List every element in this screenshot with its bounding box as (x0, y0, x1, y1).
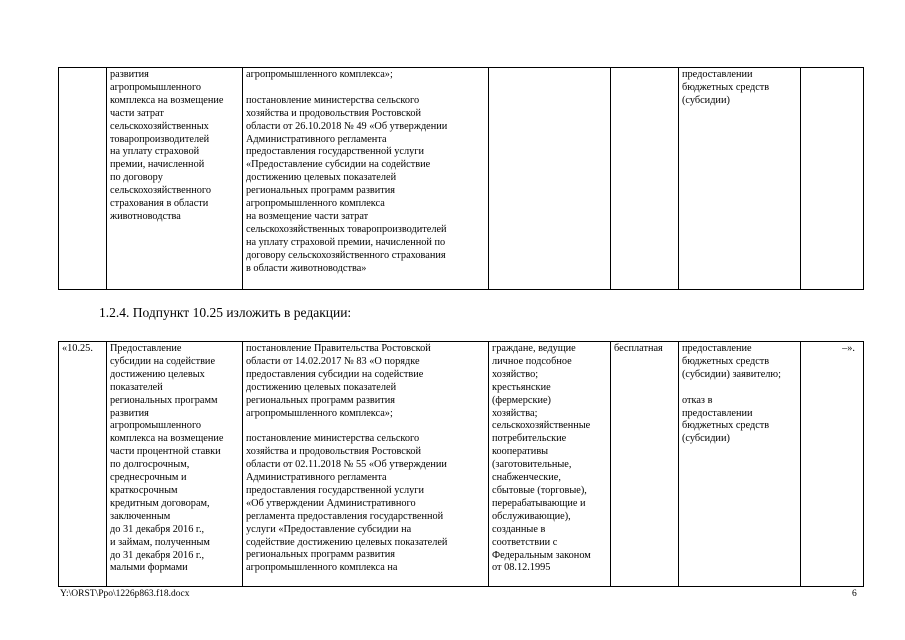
text-line: кооперативы (492, 446, 549, 458)
text-line: (субсидии) (682, 94, 730, 106)
text-line: краткосрочным (110, 484, 178, 496)
text-line: малыми формами (110, 562, 188, 574)
text-line: агропромышленного (110, 420, 202, 432)
text-line: (субсидии) (682, 433, 730, 445)
text-line: региональных программ (110, 394, 218, 406)
text-line: агропромышленного комплекса»; (246, 69, 393, 80)
text-line: развития (110, 69, 149, 80)
text-line: регламента предоставления государственной (246, 510, 444, 522)
cell-recipients (489, 342, 611, 587)
text-line: региональных программ развития (246, 549, 396, 561)
text-line: Административного регламента (246, 133, 387, 145)
cell-note (801, 342, 864, 587)
footer-file-path: Y:\ORST\Ppo\1226p863.f18.docx (60, 589, 190, 599)
text-line: соответствии с (492, 536, 558, 548)
text-line: и займам, полученным (110, 536, 210, 548)
text-line: договору сельскохозяйственного страхования (246, 249, 446, 261)
text-line: сельскохозяйственные (492, 420, 591, 432)
text-line: содействие достижению целевых показателей (246, 536, 448, 548)
text-line: по договору (110, 172, 163, 184)
text-line: до 31 декабря 2016 г., (110, 549, 205, 561)
text-line: обслуживающие), (492, 510, 571, 522)
cell-number (59, 68, 107, 290)
text-line: отказ в (682, 394, 713, 406)
text-line: «10.25. (62, 343, 93, 354)
table-row (59, 68, 864, 290)
text-line: хозяйства; (492, 407, 538, 419)
cell-service-name (107, 342, 243, 587)
text-line: постановление министерства сельского (246, 94, 420, 106)
text-line: области от 14.02.2017 № 83 «О порядке (246, 355, 420, 367)
text-line: (субсидии) заявителю; (682, 368, 781, 380)
text-line: на возмещение части затрат (246, 210, 369, 222)
text-line: среднесрочным и (110, 472, 187, 484)
text-line: предоставлении (682, 69, 753, 80)
text-line: услуги «Предоставление субсидии на (246, 523, 412, 535)
cell-fee (611, 68, 679, 290)
text-line: Федеральным законом (492, 549, 591, 561)
text-line: сельскохозяйственных товаропроизводителей (246, 223, 447, 235)
text-line: агропромышленного комплекса (246, 198, 385, 210)
footer-page-number: 6 (852, 589, 857, 599)
text-line: части процентной ставки (110, 446, 221, 458)
text-line: достижению целевых (110, 368, 205, 380)
text-line: на уплату страховой премии, начисленной по (246, 236, 446, 248)
text-line: области от 26.10.2018 № 49 «Об утверждении (246, 120, 448, 132)
text-line: граждане, ведущие (492, 343, 576, 354)
text-line: (заготовительные, (492, 459, 572, 471)
text-line: «Об утверждении Административного (246, 497, 416, 509)
text-line: субсидии на содействие (110, 355, 216, 367)
text-line: перерабатывающие и (492, 497, 586, 509)
text-line: потребительские (492, 433, 567, 445)
text-line: области от 02.11.2018 № 55 «Об утверждении (246, 459, 447, 471)
text-line: заключенным (110, 510, 171, 522)
cell-note (801, 68, 864, 290)
text-line: бюджетных средств (682, 81, 770, 93)
text-line: созданные в (492, 523, 546, 535)
text-line: бюджетных средств (682, 355, 770, 367)
text-line: развития (110, 407, 149, 419)
section-heading: 1.2.4. Подпункт 10.25 изложить в редакции: (99, 305, 352, 320)
text-line: достижению целевых показателей (246, 172, 397, 184)
text-line: предоставлении (682, 407, 753, 419)
text-line: снабженческие, (492, 472, 561, 484)
table-new-edition (58, 341, 864, 587)
text-line: премии, начисленной (110, 159, 205, 171)
text-line: от 08.12.1995 (492, 562, 551, 574)
text-line: агропромышленного (110, 81, 202, 93)
table-row (59, 342, 864, 587)
text-line: на уплату страховой (110, 146, 200, 158)
text-line: сельскохозяйственных (110, 120, 209, 132)
cell-result (679, 68, 801, 290)
text-line: предоставления государственной услуги (246, 146, 424, 158)
text-line: сбытовые (торговые), (492, 484, 587, 496)
text-line: хозяйства и продовольствия Ростовской (246, 107, 422, 119)
text-line: бесплатная (614, 343, 663, 354)
text-line: личное подсобное (492, 355, 572, 367)
cell-result (679, 342, 801, 587)
text-line: крестьянские (492, 381, 551, 393)
cell-fee (611, 342, 679, 587)
text-line: кредитным договорам, (110, 497, 210, 509)
text-line: Предоставление (110, 343, 182, 354)
text-line: постановление министерства сельского (246, 433, 420, 445)
text-line: предоставление (682, 343, 752, 354)
text-line: товаропроизводителей (110, 133, 210, 145)
text-line: хозяйства и продовольствия Ростовской (246, 446, 422, 458)
text-line: до 31 декабря 2016 г., (110, 523, 205, 535)
text-line: достижению целевых показателей (246, 381, 397, 393)
text-line: хозяйство; (492, 368, 539, 380)
cell-legal-acts (243, 68, 489, 290)
text-line: агропромышленного комплекса»; (246, 407, 393, 419)
text-line: «Предоставление субсидии на содействие (246, 159, 431, 171)
text-line: по долгосрочным, (110, 459, 190, 471)
text-line: комплекса на возмещение (110, 94, 224, 106)
cell-number (59, 342, 107, 587)
table-continued (58, 67, 864, 290)
text-line: –». (842, 343, 855, 354)
text-line: животноводства (110, 210, 181, 222)
text-line: в области животноводства» (246, 262, 367, 274)
text-line: комплекса на возмещение (110, 433, 224, 445)
text-line: страхования в области (110, 198, 209, 210)
cell-service-name (107, 68, 243, 290)
text-line: сельскохозяйственного (110, 185, 211, 197)
text-line: региональных программ развития (246, 185, 396, 197)
cell-recipients (489, 68, 611, 290)
text-line: региональных программ развития (246, 394, 396, 406)
cell-legal-acts (243, 342, 489, 587)
text-line: агропромышленного комплекса на (246, 562, 398, 574)
text-line: постановление Правительства Ростовской (246, 343, 431, 354)
text-line: бюджетных средств (682, 420, 770, 432)
text-line: показателей (110, 381, 163, 393)
text-line: Административного регламента (246, 472, 387, 484)
text-line: (фермерские) (492, 394, 551, 406)
text-line: предоставления субсидии на содействие (246, 368, 424, 380)
text-line: предоставления государственной услуги (246, 484, 424, 496)
text-line: части затрат (110, 107, 164, 119)
